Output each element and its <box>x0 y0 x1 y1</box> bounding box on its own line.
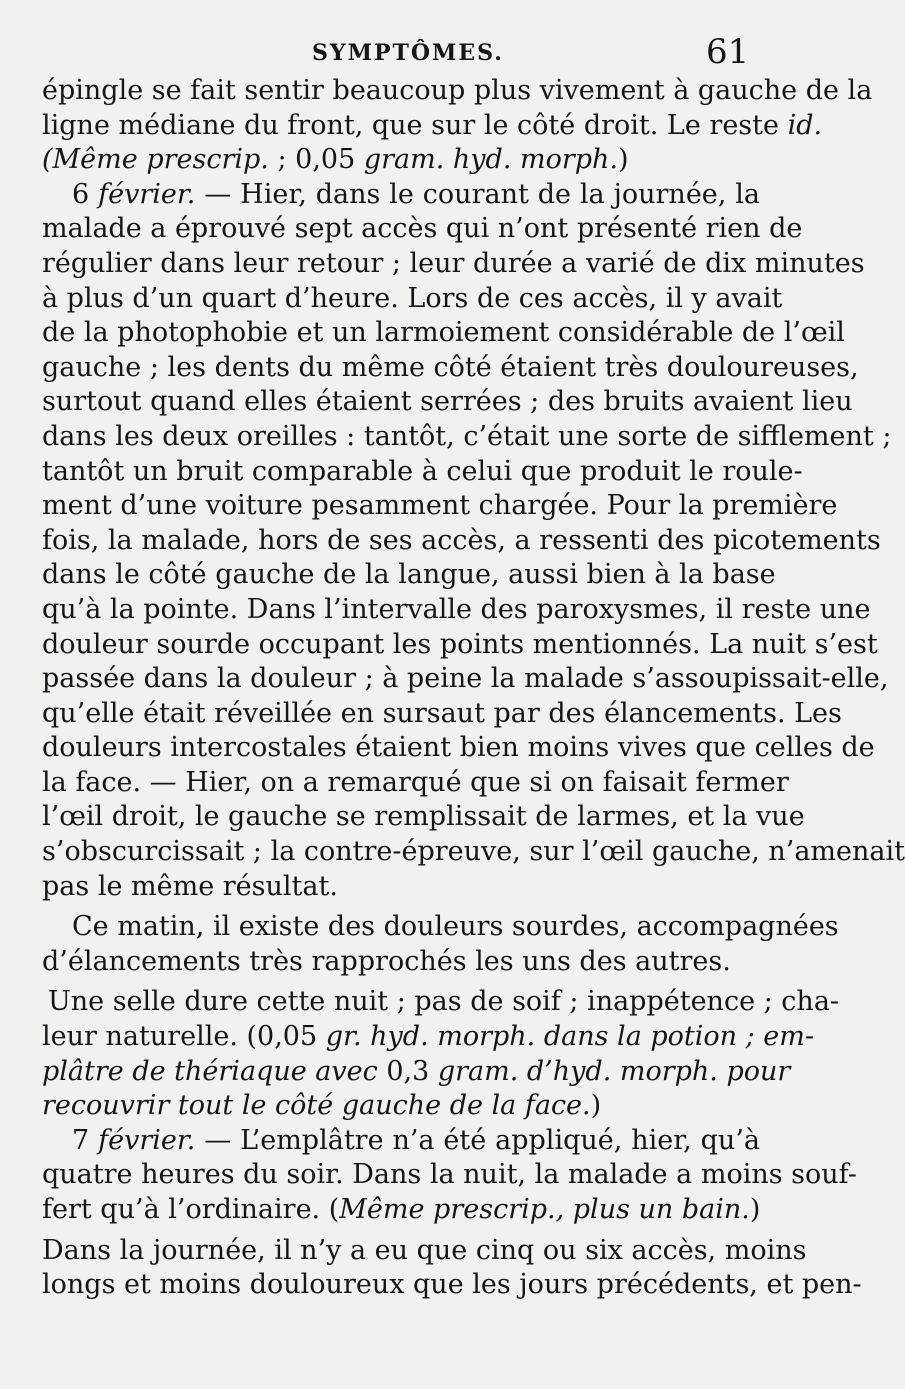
text-line <box>42 593 871 628</box>
text-line <box>42 1020 815 1055</box>
body-text <box>42 74 905 1303</box>
text-segment: 7 <box>72 1124 99 1156</box>
text-line <box>42 945 760 980</box>
text-line <box>42 558 776 593</box>
text-line <box>42 420 892 455</box>
text-segment: surtout quand elles étaient serrées ; des bruits avaient lieu <box>42 386 853 418</box>
italic-text: gram. hyd. morph. <box>363 144 619 176</box>
running-head: SYMPTÔMES. <box>312 40 504 66</box>
text-line <box>42 1055 791 1090</box>
text-segment: de la photophobie et un larmoiement considérable de l’œil <box>42 317 845 349</box>
text-line <box>42 1193 760 1228</box>
text-segment: régulier dans leur retour ; leur durée a varié de dix minutes <box>42 247 865 279</box>
italic-text: février. <box>98 1124 196 1156</box>
italic-text: février. <box>98 178 196 210</box>
italic-text: (Même prescrip. <box>42 144 269 176</box>
text-segment: s’obscurcissait ; la contre-épreuve, sur l’œil gauche, n’amenait <box>42 836 905 868</box>
text-line <box>42 1089 760 1124</box>
text-segment: fois, la malade, hors de ses accès, a ressenti des picotements <box>42 524 881 556</box>
text-line <box>42 800 805 835</box>
text-line <box>42 74 873 109</box>
italic-text: recouvrir tout le côté gauche de la face. <box>42 1090 591 1122</box>
text-segment: longs et moins douloureux que les jours précédents, et pen- <box>42 1269 862 1301</box>
text-line <box>42 212 803 247</box>
italic-text: gram. d’hyd. morph. pour <box>437 1055 791 1087</box>
text-line <box>42 731 875 766</box>
text-segment: d’élancements très rapprochés les uns des autres. <box>42 945 731 977</box>
text-segment: passée dans la douleur ; à peine la malade s’assoupissait-elle, <box>42 663 889 695</box>
text-line <box>42 910 839 945</box>
text-line <box>42 870 760 905</box>
text-segment: malade a éprouvé sept accès qui n’ont présenté rien de <box>42 213 803 245</box>
text-line <box>42 628 878 663</box>
text-line <box>42 985 840 1020</box>
text-segment: pas le même résultat. <box>42 870 338 902</box>
text-line <box>42 143 760 178</box>
text-segment: ) <box>590 1090 602 1122</box>
text-segment: leur naturelle. (0,05 <box>42 1021 326 1053</box>
text-line <box>42 247 865 282</box>
text-segment: épingle se fait sentir beaucoup plus vivement à gauche de la <box>42 75 873 106</box>
text-line <box>42 109 823 144</box>
text-segment: tantôt un bruit comparable à celui que produit le roule- <box>42 455 803 487</box>
text-segment: ) <box>618 144 629 176</box>
text-line <box>42 489 838 524</box>
text-line <box>42 316 845 351</box>
text-segment: Ce matin, il existe des douleurs sourdes, accompagnées <box>72 911 839 943</box>
text-line <box>42 524 881 559</box>
text-line <box>42 178 760 213</box>
text-line <box>42 385 853 420</box>
text-segment: dans les deux oreilles : tantôt, c’était une sorte de sifflement ; <box>42 420 892 452</box>
text-segment: — Hier, dans le courant de la journée, la <box>195 178 760 210</box>
italic-text: gr. hyd. morph. dans la potion ; em- <box>325 1021 815 1053</box>
text-segment: Une selle dure cette nuit ; pas de soif ; inappétence ; cha- <box>48 986 840 1018</box>
text-line <box>42 1268 862 1303</box>
page-header <box>0 30 800 74</box>
text-line <box>42 766 789 801</box>
text-segment: la face. — Hier, on a remarqué que si on faisait fermer <box>42 766 789 798</box>
text-segment: gauche ; les dents du même côté étaient très douloureuses, <box>42 351 859 383</box>
text-segment: ) <box>749 1194 761 1225</box>
text-line <box>42 1124 760 1159</box>
text-line <box>42 1234 807 1269</box>
text-segment: 6 <box>72 178 99 210</box>
text-segment: l’œil droit, le gauche se remplissait de larmes, et la vue <box>42 801 805 833</box>
text-segment: douleurs intercostales étaient bien moins vives que celles de <box>42 732 875 764</box>
text-segment: à plus d’un quart d’heure. Lors de ces accès, il y avait <box>42 282 783 314</box>
text-segment: fert qu’à l’ordinaire. ( <box>42 1194 340 1225</box>
page-number: 61 <box>706 32 750 72</box>
text-segment: qu’à la pointe. Dans l’intervalle des paroxysmes, il reste une <box>42 593 871 625</box>
text-segment: Dans la journée, il n’y a eu que cinq ou six accès, moins <box>42 1234 807 1266</box>
text-line <box>42 1158 857 1193</box>
text-line <box>42 351 859 386</box>
text-line <box>42 835 905 870</box>
text-segment: quatre heures du soir. Dans la nuit, la malade a moins souf- <box>42 1159 857 1191</box>
text-segment: dans le côté gauche de la langue, aussi bien à la base <box>42 559 776 591</box>
text-segment: 0,3 <box>377 1055 438 1087</box>
text-segment: — L’emplâtre n’a été appliqué, hier, qu’à <box>195 1124 761 1156</box>
text-segment: ment d’une voiture pesamment chargée. Pour la première <box>42 490 838 522</box>
italic-text: id. <box>787 109 823 141</box>
italic-text: Même prescrip., plus un bain. <box>339 1194 750 1225</box>
text-line <box>42 662 889 697</box>
text-segment: qu’elle était réveillée en sursaut par des élancements. Les <box>42 697 842 729</box>
text-segment: ; 0,05 <box>268 144 364 176</box>
text-line <box>42 697 842 732</box>
italic-text: plâtre de thériaque avec <box>42 1055 378 1087</box>
text-line <box>42 282 783 317</box>
text-segment: douleur sourde occupant les points mentionnés. La nuit s’est <box>42 628 878 660</box>
text-line <box>42 455 803 490</box>
text-segment: ligne médiane du front, que sur le côté droit. Le reste <box>42 109 788 141</box>
